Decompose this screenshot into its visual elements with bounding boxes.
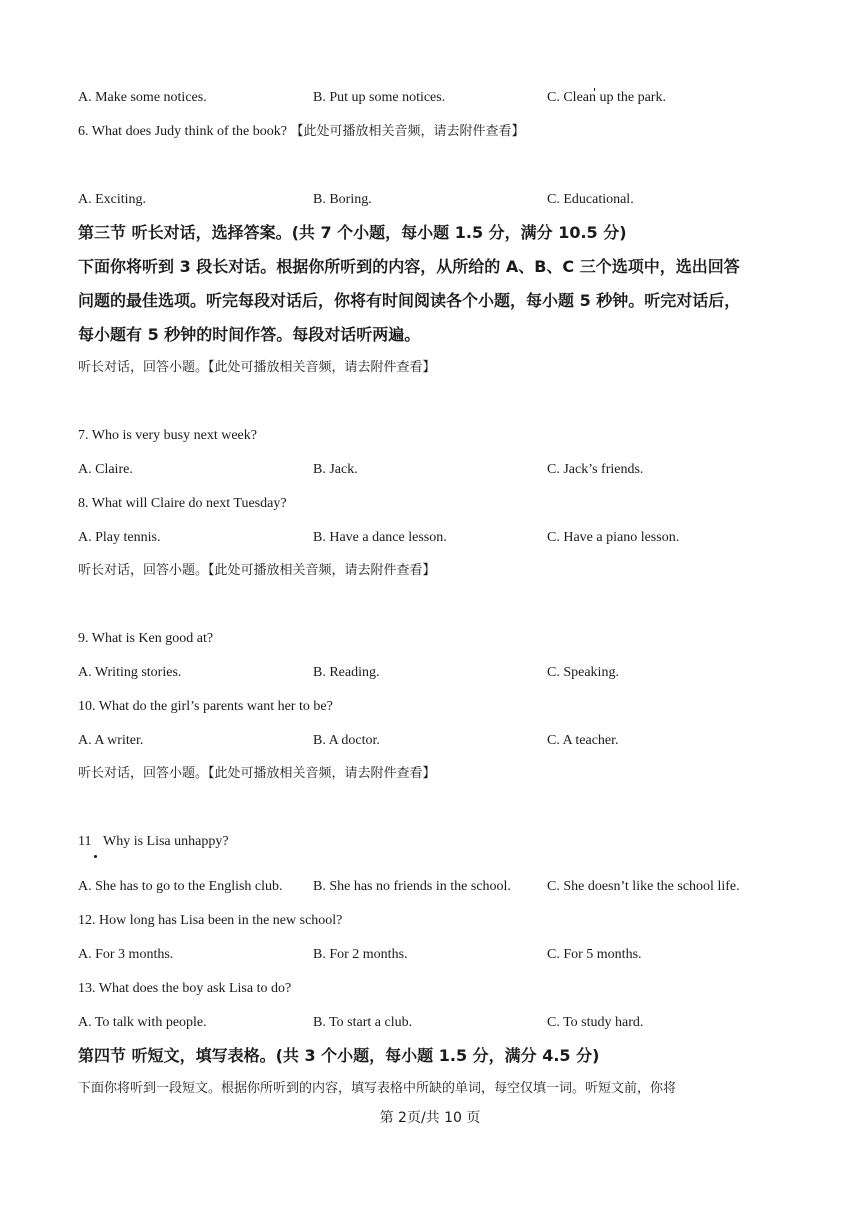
section3-instruction-2: 问题的最佳选项。听完每段对话后，你将有时间阅读各个小题，每小题 5 秒钟。听完对话后， bbox=[78, 291, 741, 310]
q11-option-b: B. She has no friends in the school. bbox=[313, 879, 511, 894]
q8-question: 8. What will Claire do next Tuesday? bbox=[78, 496, 287, 511]
q12-option-b: B. For 2 months. bbox=[313, 947, 408, 962]
q7-option-b: B. Jack. bbox=[313, 462, 358, 477]
q6-option-b: B. Boring. bbox=[313, 192, 372, 207]
q5-option-a: A. Make some notices. bbox=[78, 90, 207, 105]
q11-option-c: C. She doesn’t like the school life. bbox=[547, 879, 740, 894]
q6-question: 6. What does Judy think of the book? bbox=[78, 124, 287, 139]
section3-instruction-3: 每小题有 5 秒钟的时间作答。每段对话听两遍。 bbox=[78, 325, 421, 344]
section3-heading: 第三节 听长对话，选择答案。(共 7 个小题，每小题 1.5 分，满分 10.5 分) bbox=[78, 223, 627, 242]
q13-question: 13. What does the boy ask Lisa to do? bbox=[78, 981, 292, 996]
q12-question: 12. How long has Lisa been in the new school? bbox=[78, 913, 343, 928]
q13-option-c: C. To study hard. bbox=[547, 1015, 644, 1030]
q10-option-b: B. A doctor. bbox=[313, 733, 380, 748]
q6-option-c: C. Educational. bbox=[547, 192, 634, 207]
dialog1-audio-prompt[interactable]: 听长对话，回答小题。【此处可播放相关音频，请去附件查看】 bbox=[78, 360, 436, 375]
q9-option-c: C. Speaking. bbox=[547, 665, 619, 680]
dialog2-audio-prompt[interactable]: 听长对话，回答小题。【此处可播放相关音频，请去附件查看】 bbox=[78, 563, 436, 578]
q5-option-b: B. Put up some notices. bbox=[313, 90, 446, 105]
q9-question: 9. What is Ken good at? bbox=[78, 631, 214, 646]
q7-question: 7. Who is very busy next week? bbox=[78, 428, 257, 443]
q6-question-line bbox=[78, 122, 524, 142]
q8-option-b: B. Have a dance lesson. bbox=[313, 530, 447, 545]
section4-heading: 第四节 听短文，填写表格。(共 3 个小题，每小题 1.5 分，满分 4.5 分) bbox=[78, 1046, 600, 1065]
q11-dot bbox=[94, 855, 97, 858]
section3-instruction-1: 下面你将听到 3 段长对话。根据你所听到的内容，从所给的 A、B、C 三个选项中，选出回答 bbox=[78, 257, 740, 276]
q10-option-c: C. A teacher. bbox=[547, 733, 619, 748]
q5-option-c: C. Clean up the park. bbox=[547, 90, 666, 105]
page-footer: 第 2页/共 10 页 bbox=[379, 1110, 481, 1126]
q9-option-a: A. Writing stories. bbox=[78, 665, 182, 680]
q11-question: Why is Lisa unhappy? bbox=[102, 834, 229, 849]
q10-question: 10. What do the girl’s parents want her to be? bbox=[78, 699, 333, 714]
q8-option-c: C. Have a piano lesson. bbox=[547, 530, 680, 545]
q7-option-a: A. Claire. bbox=[78, 462, 133, 477]
q13-option-a: A. To talk with people. bbox=[78, 1015, 207, 1030]
q10-option-a: A. A writer. bbox=[78, 733, 144, 748]
q13-option-b: B. To start a club. bbox=[313, 1015, 413, 1030]
q11-option-a: A. She has to go to the English club. bbox=[78, 879, 283, 894]
q11-question-line bbox=[78, 832, 229, 852]
q8-option-a: A. Play tennis. bbox=[78, 530, 161, 545]
q11-number: 11 bbox=[78, 834, 92, 849]
q6-option-a: A. Exciting. bbox=[78, 192, 147, 207]
q6-audio-link[interactable]: 【此处可播放相关音频，请去附件查看】 bbox=[290, 124, 525, 139]
section4-instructions: 下面你将听到一段短文。根据你所听到的内容，填写表格中所缺的单词，每空仅填一词。听短文前，你将 bbox=[78, 1081, 677, 1096]
q12-option-c: C. For 5 months. bbox=[547, 947, 642, 962]
q7-option-c: C. Jack’s friends. bbox=[547, 462, 644, 477]
q9-option-b: B. Reading. bbox=[313, 665, 380, 680]
q12-option-a: A. For 3 months. bbox=[78, 947, 174, 962]
dialog3-audio-prompt[interactable]: 听长对话，回答小题。【此处可播放相关音频，请去附件查看】 bbox=[78, 766, 436, 781]
